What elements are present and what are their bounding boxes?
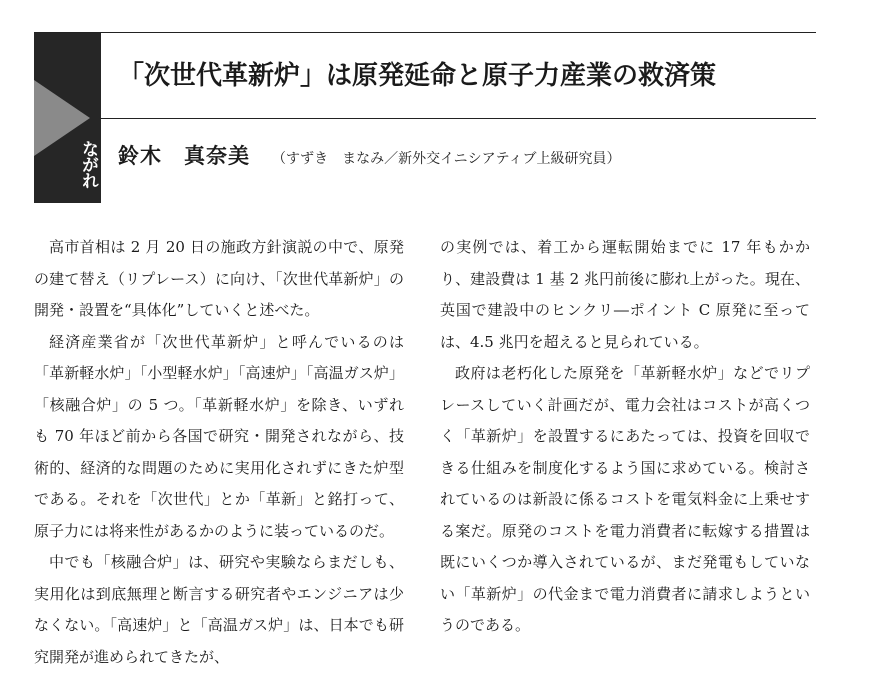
author-affiliation: （すずき まなみ／新外交イニシアティブ上級研究員） <box>272 151 621 167</box>
article-title: 「次世代革新炉」は原発延命と原子力産業の救済策 <box>118 61 717 91</box>
header-top-rule <box>34 32 816 33</box>
paragraph: 中でも「核融合炉」は、研究や実験ならまだしも、実用化は到底無理と断言する研究者やエンジニアは少なくない。「高速炉」と「高温ガス炉」は、日本でも研究開発が進められてきたが、 <box>34 553 404 666</box>
header-divider-rule <box>101 118 816 119</box>
paragraph: 経済産業省が「次世代革新炉」と呼んでいるのは「革新軽水炉」「小型軽水炉」「高速炉」「高温ガス炉」「核融合炉」の 5 つ。「革新軽水炉」を除き、いずれも 70 年ほど前から各国で研究・開発されながら、技術的、経済的な問題のために実用化されずにきた炉型である。それを「次世代」とか「革新」と銘打って、原子力には将来性があるかのように装っているのだ。 <box>34 332 404 540</box>
byline <box>118 140 620 170</box>
author-name: 鈴木 真奈美 <box>118 144 250 168</box>
paragraph: の実例では、着工から運転開始までに 17 年もかかり、建設費は 1 基 2 兆円前後に膨れ上がった。現在、英国で建設中のヒンクリ―ポイント C 原発に至っては、4.5 兆円を超えると見られている。 <box>440 238 810 351</box>
body-column-right <box>440 232 810 642</box>
section-label: ながれ <box>78 140 98 188</box>
paragraph: 高市首相は 2 月 20 日の施政方針演説の中で、原発の建て替え（リプレース）に向け、「次世代革新炉」の開発・設置を“具体化”していくと述べた。 <box>34 238 404 319</box>
paragraph: 政府は老朽化した原発を「革新軽水炉」などでリプレースしていく計画だが、電力会社はコストが高くつく「革新炉」を設置するにあたっては、投資を回収できる仕組みを制度化するよう国に求めている。検討されているのは新設に係るコストを電気料金に上乗せする案だ。原発のコストを電力消費者に転嫁する措置は既にいくつか導入されているが、まだ発電もしていない「革新炉」の代金まで電力消費者に請求しようというのである。 <box>440 364 810 634</box>
body-column-left <box>34 232 404 673</box>
